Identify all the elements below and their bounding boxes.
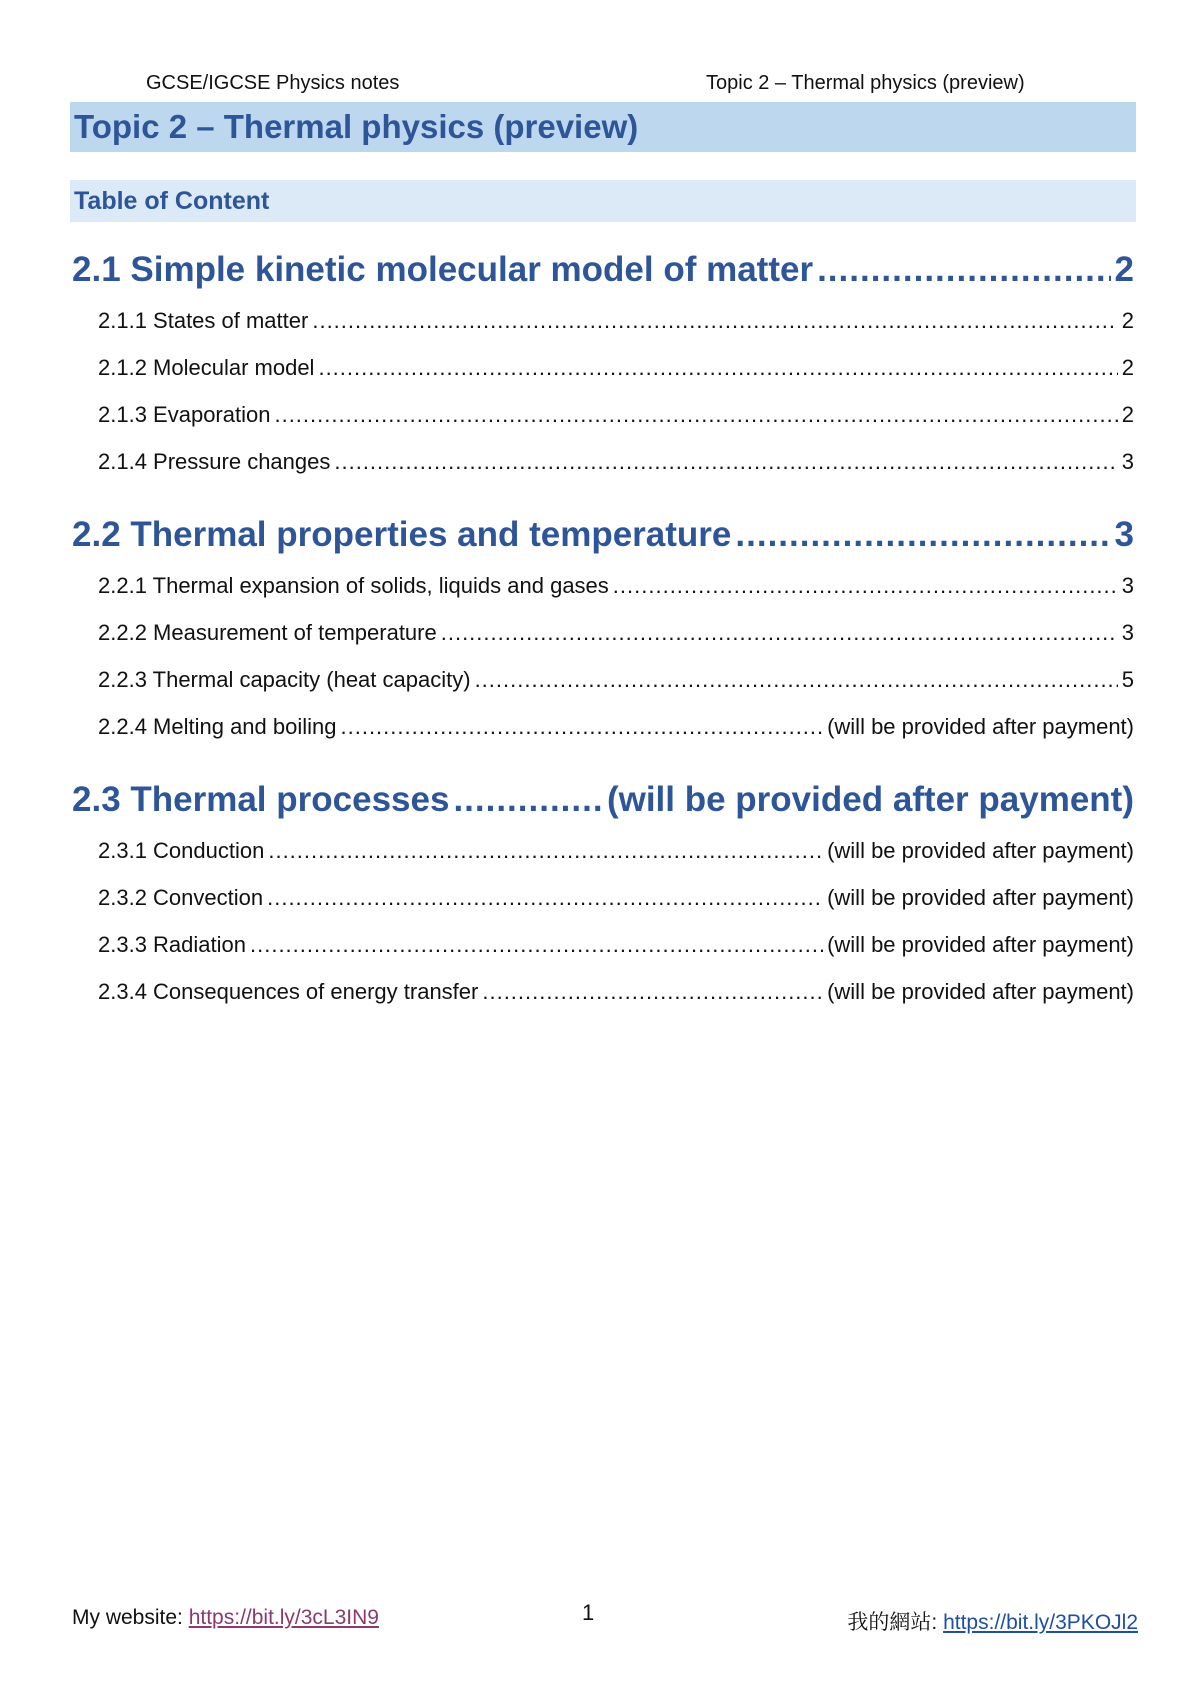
toc-entry-page: 2 (1114, 250, 1134, 289)
toc-section-2-2 (72, 511, 1134, 750)
footer-website-zh (847, 1606, 1138, 1636)
toc-entry-page: (will be provided after payment) (827, 714, 1134, 739)
toc-leader (735, 511, 1110, 559)
page-header (0, 72, 1200, 98)
toc-entry-label: 2.1.4 Pressure changes (98, 449, 331, 474)
toc-entry-label: 2.3.3 Radiation (98, 932, 246, 957)
footer-website-label: My website: (72, 1606, 189, 1629)
toc-leader (482, 968, 823, 1015)
header-left: GCSE/IGCSE Physics notes (146, 72, 400, 94)
toc-leader (441, 609, 1118, 656)
toc-entry-page: 3 (1121, 620, 1134, 645)
footer-website-link[interactable]: https://bit.ly/3cL3IN9 (188, 1606, 379, 1629)
toc-entry-2-3-1[interactable] (72, 827, 1134, 874)
toc-entry-2-2-4[interactable] (72, 703, 1134, 750)
toc-heading: Table of Content (70, 180, 1136, 222)
toc-entry-2-1-1[interactable] (72, 297, 1134, 344)
toc-leader (817, 246, 1110, 294)
toc-leader (453, 776, 603, 824)
footer-website-label-zh: 我的網站: (847, 1611, 944, 1634)
toc-entry-page: (will be provided after payment) (827, 838, 1134, 863)
toc-leader (341, 703, 824, 750)
toc-leader (318, 344, 1117, 391)
toc-entry-page: 3 (1121, 573, 1134, 598)
toc-entry-label: 2.3.2 Convection (98, 885, 264, 910)
toc-entry-2-2-1[interactable] (72, 562, 1134, 609)
table-of-contents (72, 246, 1134, 1041)
toc-entry-page: (will be provided after payment) (827, 979, 1134, 1004)
toc-entry-label: 2.2.2 Measurement of temperature (98, 620, 437, 645)
toc-entry-page: 3 (1121, 449, 1134, 474)
page-title: Topic 2 – Thermal physics (preview) (70, 102, 1136, 152)
toc-entry-2-3-2[interactable] (72, 874, 1134, 921)
toc-entry-label: 2.1.2 Molecular model (98, 355, 315, 380)
toc-entry-page: 3 (1114, 515, 1134, 554)
page-footer (0, 1600, 1200, 1634)
toc-leader (267, 874, 823, 921)
footer-website (72, 1606, 379, 1630)
toc-entry-2-2[interactable] (72, 511, 1134, 559)
toc-entry-page: (will be provided after payment) (606, 780, 1134, 819)
toc-leader (268, 827, 823, 874)
toc-entry-page: 2 (1121, 402, 1134, 427)
toc-leader (274, 391, 1117, 438)
toc-section-2-1 (72, 246, 1134, 485)
toc-leader (334, 438, 1117, 485)
toc-section-2-3 (72, 776, 1134, 1015)
toc-leader (250, 921, 823, 968)
toc-entry-label: 2.2 Thermal properties and temperature (72, 515, 732, 554)
toc-entry-2-2-2[interactable] (72, 609, 1134, 656)
toc-entry-label: 2.1 Simple kinetic molecular model of matter (72, 250, 814, 289)
toc-entry-2-3-4[interactable] (72, 968, 1134, 1015)
toc-entry-label: 2.2.4 Melting and boiling (98, 714, 337, 739)
toc-entry-label: 2.3.1 Conduction (98, 838, 265, 863)
toc-entry-2-1-4[interactable] (72, 438, 1134, 485)
toc-entry-page: (will be provided after payment) (827, 932, 1134, 957)
toc-leader (312, 297, 1117, 344)
toc-entry-label: 2.3.4 Consequences of energy transfer (98, 979, 479, 1004)
toc-entry-2-1-2[interactable] (72, 344, 1134, 391)
header-right: Topic 2 – Thermal physics (preview) (706, 72, 1025, 94)
toc-entry-label: 2.2.3 Thermal capacity (heat capacity) (98, 667, 471, 692)
toc-entry-label: 2.1.1 States of matter (98, 308, 309, 333)
toc-entry-2-3[interactable] (72, 776, 1134, 824)
toc-entry-page: (will be provided after payment) (827, 885, 1134, 910)
toc-entry-page: 2 (1121, 308, 1134, 333)
toc-leader (475, 656, 1118, 703)
toc-entry-label: 2.3 Thermal processes (72, 780, 450, 819)
toc-entry-2-3-3[interactable] (72, 921, 1134, 968)
toc-leader (613, 562, 1118, 609)
toc-entry-page: 2 (1121, 355, 1134, 380)
toc-entry-2-1[interactable] (72, 246, 1134, 294)
toc-entry-2-1-3[interactable] (72, 391, 1134, 438)
toc-entry-2-2-3[interactable] (72, 656, 1134, 703)
toc-entry-page: 5 (1121, 667, 1134, 692)
page-number: 1 (582, 1600, 595, 1625)
footer-website-link-zh[interactable]: https://bit.ly/3PKOJl2 (943, 1611, 1138, 1634)
toc-entry-label: 2.1.3 Evaporation (98, 402, 271, 427)
toc-entry-label: 2.2.1 Thermal expansion of solids, liquids and gases (98, 573, 609, 598)
